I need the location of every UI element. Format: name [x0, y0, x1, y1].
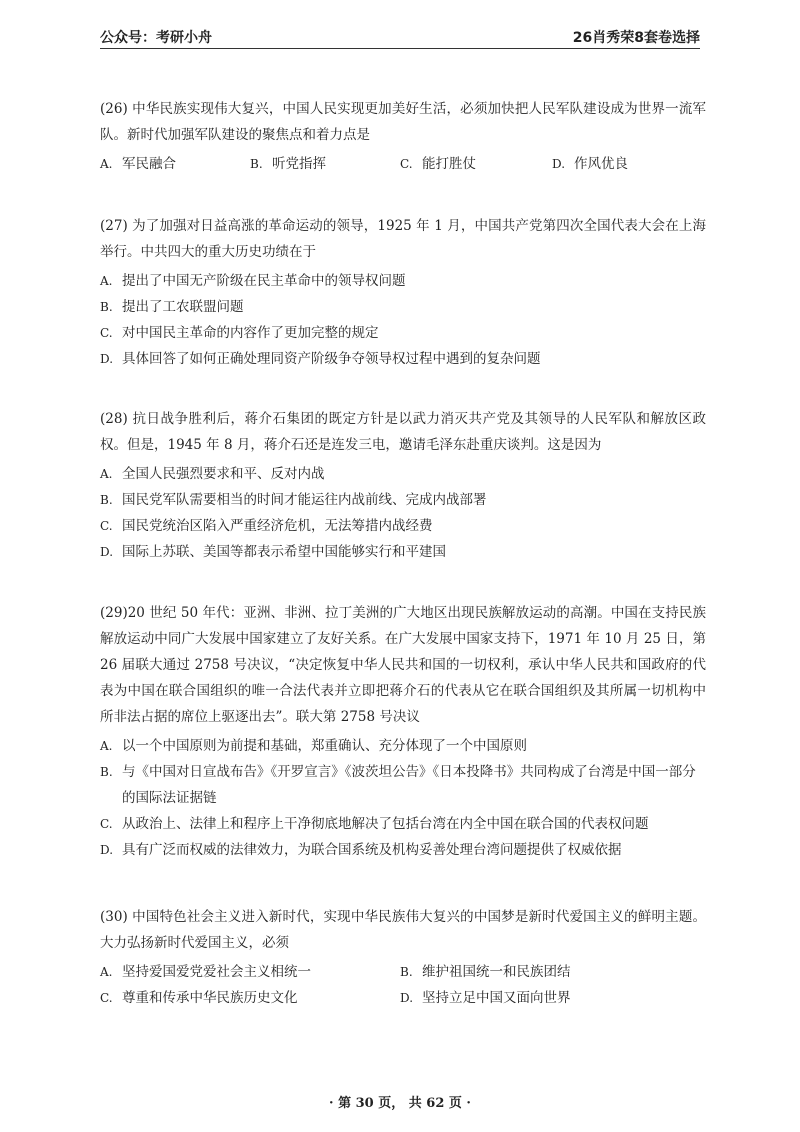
question-stem: (30) 中国特色社会主义进入新时代，实现中华民族伟大复兴的中国梦是新时代爱国主义的鲜明主题。大力弘扬新时代爱国主义，必须 [100, 909, 706, 951]
option-a[interactable] [100, 151, 176, 177]
question-stem: (27) 为了加强对日益高涨的革命运动的领导，1925 年 1 月，中国共产党第四次全国代表大会在上海举行。中共四大的重大历史功绩在于 [100, 218, 706, 260]
option-text: 军民融合 [122, 156, 176, 172]
option-a[interactable] [100, 268, 706, 294]
option-a[interactable] [100, 959, 311, 985]
option-letter: B. [100, 765, 113, 779]
option-c[interactable] [400, 151, 476, 177]
option-letter: B. [250, 157, 263, 171]
header-left: 公众号：考研小舟 [100, 30, 212, 46]
question-stem: (26) 中华民族实现伟大复兴，中国人民实现更加美好生活，必须加快把人民军队建设成为世界一流军队。新时代加强军队建设的聚焦点和着力点是 [100, 101, 706, 143]
option-letter: D. [100, 352, 114, 366]
option-d[interactable] [552, 151, 628, 177]
option-row [100, 151, 706, 177]
page-number: · 第 30 页， 共 62 页 · [329, 1096, 471, 1111]
option-b[interactable] [100, 487, 706, 513]
option-text: 听党指挥 [272, 156, 326, 172]
option-text: 提出了工农联盟问题 [122, 299, 244, 315]
option-letter: D. [400, 991, 414, 1005]
option-b[interactable] [100, 294, 706, 320]
option-text: 国际上苏联、美国等都表示希望中国能够实行和平建国 [122, 544, 446, 560]
option-text: 作风优良 [574, 156, 628, 172]
option-text: 与《中国对日宣战布告》《开罗宣言》《波茨坦公告》《日本投降书》共同构成了台湾是中国一部分的国际法证据链 [122, 764, 696, 806]
question-stem: (28) 抗日战争胜利后，蒋介石集团的既定方针是以武力消灭共产党及其领导的人民军队和解放区政权。但是，1945 年 8 月，蒋介石还是连发三电，邀请毛泽东赴重庆谈判。这是因为 [100, 411, 706, 453]
question-stem: (29)20 世纪 50 年代：亚洲、非洲、拉丁美洲的广大地区出现民族解放运动的高潮。中国在支持民族解放运动中同广大发展中国家建立了友好关系。在广大发展中国家支持下，1971 年 10 月 25 日，第 26 届联大通过 2758 号决议，“决定恢复中华人民共和国的一切权利，承认中华人民共和国政府的代表为中国在联合国组织的唯一合法代表并立即把蒋介石的代表从它在联合国组织及其所属一切机构中所非法占据的席位上驱逐出去”。联大第 2758 号决议 [100, 605, 706, 725]
option-c[interactable] [100, 985, 298, 1011]
option-text: 尊重和传承中华民族历史文化 [122, 990, 298, 1006]
option-d[interactable] [100, 346, 706, 372]
option-text: 能打胜仗 [422, 156, 476, 172]
option-c[interactable] [100, 811, 706, 837]
option-letter: C. [100, 326, 113, 340]
option-letter: C. [100, 817, 113, 831]
option-d[interactable] [100, 837, 706, 863]
option-text: 国民党军队需要相当的时间才能运往内战前线、完成内战部署 [122, 492, 487, 508]
header-right: 26肖秀荣8套卷选择 [572, 30, 700, 46]
option-text: 具体回答了如何正确处理同资产阶级争夺领导权过程中遇到的复杂问题 [122, 351, 541, 367]
option-text: 坚持立足中国又面向世界 [422, 990, 571, 1006]
option-text: 对中国民主革命的内容作了更加完整的规定 [122, 325, 379, 341]
option-letter: A. [100, 274, 113, 288]
option-letter: B. [100, 493, 113, 507]
option-b[interactable] [100, 759, 706, 811]
option-letter: D. [100, 545, 114, 559]
option-text: 国民党统治区陷入严重经济危机，无法筹措内战经费 [122, 518, 433, 534]
question-29 [100, 600, 706, 863]
option-text: 以一个中国原则为前提和基础，郑重确认、充分体现了一个中国原则 [122, 738, 527, 754]
option-a[interactable] [100, 461, 706, 487]
option-row [100, 959, 706, 985]
option-text: 从政治上、法律上和程序上干净彻底地解决了包括台湾在内全中国在联合国的代表权问题 [122, 816, 649, 832]
option-a[interactable] [100, 733, 706, 759]
option-letter: D. [100, 843, 114, 857]
question-26 [100, 96, 706, 177]
option-text: 提出了中国无产阶级在民主革命中的领导权问题 [122, 273, 406, 289]
question-30 [100, 904, 706, 1011]
option-letter: A. [100, 965, 113, 979]
option-d[interactable] [400, 985, 571, 1011]
option-letter: C. [400, 157, 413, 171]
page-header [100, 26, 700, 49]
option-d[interactable] [100, 539, 706, 565]
option-c[interactable] [100, 320, 706, 346]
option-text: 全国人民强烈要求和平、反对内战 [122, 466, 325, 482]
option-letter: C. [100, 519, 113, 533]
option-b[interactable] [250, 151, 326, 177]
option-letter: C. [100, 991, 113, 1005]
option-letter: B. [100, 300, 113, 314]
option-text: 具有广泛而权威的法律效力，为联合国系统及机构妥善处理台湾问题提供了权威依据 [122, 842, 622, 858]
option-letter: B. [400, 965, 413, 979]
question-28 [100, 406, 706, 565]
option-letter: A. [100, 467, 113, 481]
option-text: 坚持爱国爱党爱社会主义相统一 [122, 964, 311, 980]
question-27 [100, 213, 706, 372]
option-letter: A. [100, 157, 113, 171]
option-b[interactable] [400, 959, 571, 985]
option-c[interactable] [100, 513, 706, 539]
option-letter: A. [100, 739, 113, 753]
option-row [100, 985, 706, 1011]
option-text: 维护祖国统一和民族团结 [422, 964, 571, 980]
option-letter: D. [552, 157, 566, 171]
